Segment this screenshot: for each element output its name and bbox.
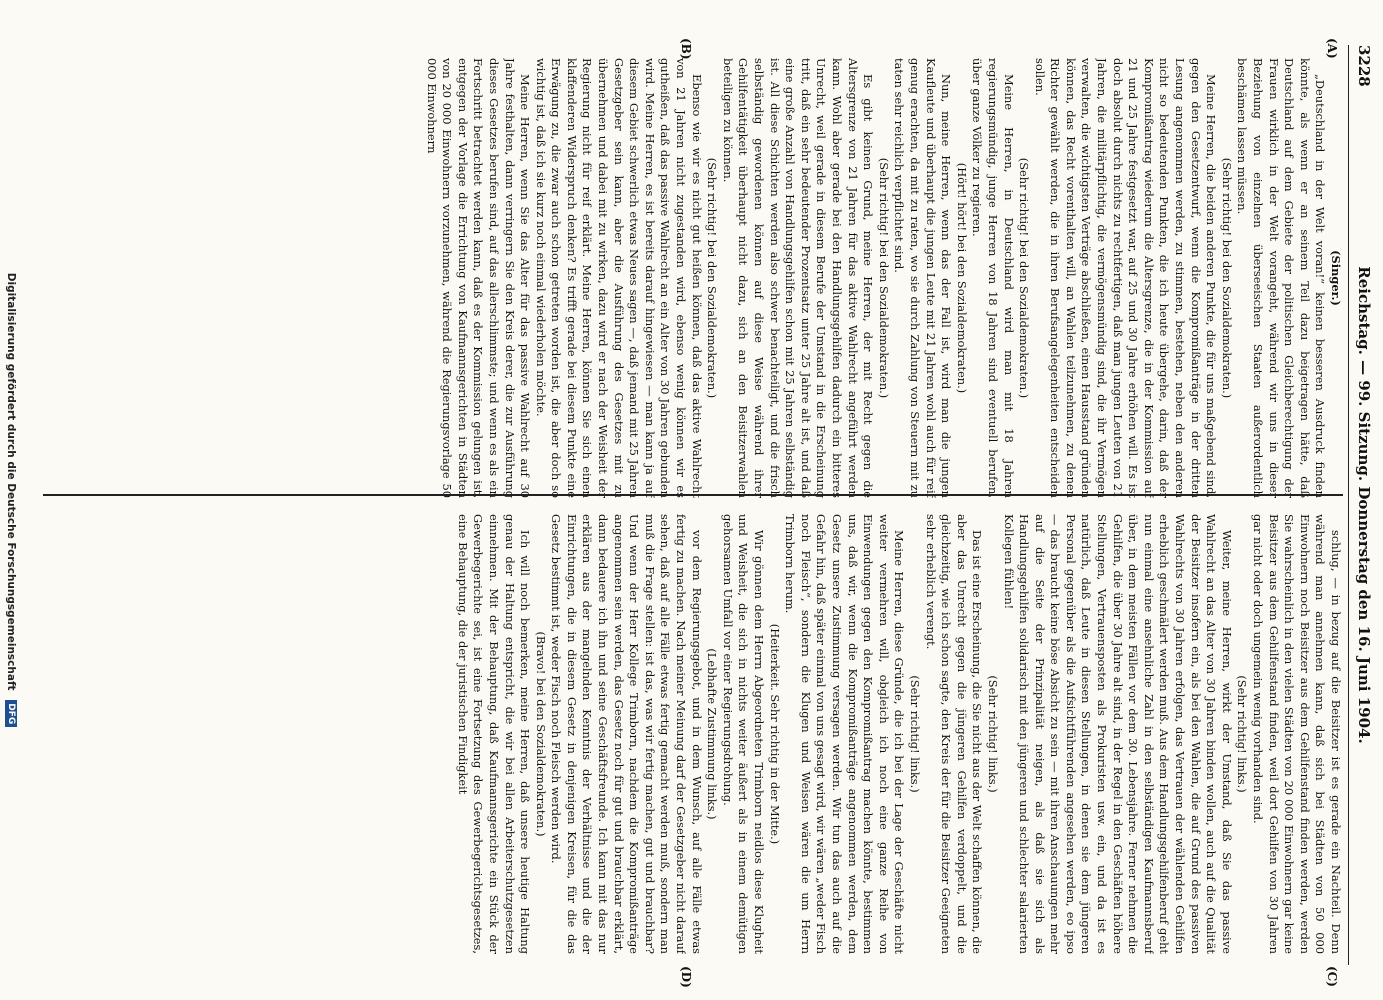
paragraph: Meine Herren, die beiden anderen Punkte, die für uns maßgebend sind, gegen den Gesetzentwurf, wenn die Kompromißanträge in der dritten Lesung angenommen werden, zu stimmen, bestehen, neben den anderen nicht so bedeutenden Punkten, die ich heute übergehe, darin, daß der Kompromißantrag wiederum die Altersgrenze, die in der Kommission auf 21 und 25 Jahre festgesetzt war, auf 25 und 30 Jahre erhöhen will. Es ist doch absolut durch nichts zu rechtfertigen, daß man jungen Leuten von 21 Jahren, die militärpflichtig, die vermögensmündig sind, die ihr Vermögen verwalten, die wichtigsten Verträge abschließen, einen Hausstand gründen können, das Recht vorenthalten will, an Wahlen teilzunehmen, zu denen Richter gewählt werden, die in ihren Berufsangelegenheiten entscheiden sollen. <box>1032 58 1219 498</box>
interjection: (Sehr richtig! bei den Sozialdemokraten.) <box>1219 157 1234 399</box>
footer-credit-text: Digitalisierung gefördert durch die Deutsche Forschungsgemeinschaft <box>5 272 17 691</box>
dfg-logo: DFG <box>5 700 17 727</box>
paragraph: schlug, — in bezug auf die Beisitzer ist es gerade ein Nachteil. Denn während man annehmen kann, daß sich bei Städten von 50 000 Einwohnern noch Beisitzer aus dem Gehilfenstand finden werden, werden Sie wahrscheinlich in den vielen Städten von 20 000 Einwohnern gar keine Beisitzer aus dem Gehilfenstand finden, weil dort Gehilfen von 30 Jahren gar nicht oder doch ungemein wenig vorhanden sind. <box>1251 514 1343 954</box>
margin-mark-b: (B) <box>679 38 693 60</box>
interjection: (Heiterkeit. Sehr richtig in der Mitte.) <box>767 623 782 845</box>
interjection: (Sehr richtig! links.) <box>1235 675 1250 793</box>
page-title: Reichstag. — 99. Sitzung. Donnerstag den 16. Juni 1904. <box>1355 266 1373 744</box>
left-column <box>43 58 1343 498</box>
right-column <box>43 514 1343 954</box>
paragraph: Ich will noch bemerken, meine Herren, daß unsere heutige Haltung genau der Haltung entspricht, die wir bei allen Arbeiterschutzgesetzen einnehmen. Mit der Behauptung, daß Kaufmannsgerichte ein Stück der Gewerbegerichte sei, ist eine Fortsetzung des Gewerbegerichtsgesetzes, eine Behauptung, die der juristischen Findigkeit <box>455 514 533 954</box>
interjection: (Sehr richtig! bei den Sozialdemokraten.) <box>876 157 891 399</box>
margin-mark-a: (A) <box>1325 38 1339 59</box>
paragraph: „Deutschland in der Welt voran!“ keinen besseren Ausdruck finden könnte, als wenn er an seinem Teil dazu beigetragen hätte, daß Deutschland auf dem Gebiete der politischen Gleichberechtigung der Frauen wirklich in der Welt vorangeht, während wir uns in dieser Beziehung von einzelnen überseeischen Staaten außerordentlich beschämen lassen müssen. <box>1235 58 1328 498</box>
paragraph: Das ist eine Erscheinung, die Sie nicht aus der Welt schaffen können, die aber das Unrecht gegen die jüngeren Gehilfen verdoppelt, und die gleichzeitig, wie ich schon sagte, den Kreis der für die Beisitzer Geeigneten sehr erheblich verengt. <box>923 514 985 954</box>
paragraph: Meine Herren, diese Gründe, die ich bei der Lage der Geschäfte nicht weiter vermehren will, obgleich ich noch eine ganze Reihe von Einwendungen gegen den Kompromißantrag machen könnte, bestimmen uns, daß wir, wenn die Kompromißanträge angenommen werden, dem Gesetz unsere Zustimmung versagen werden. Wir tun das auch auf die Gefahr hin, daß später einmal von uns gesagt wird, wir wären „weder Fisch noch Fleisch“, sondern die Klugen und Weisen wären die um Herrn Trimborn herum. <box>783 514 907 954</box>
interjection: (Lebhafte Zustimmung links.) <box>705 648 720 820</box>
paragraph: vor dem Regierungsgebot, und in dem Wunsch, auf alle Fälle etwas fertig zu machen. Nach meiner Meinung darf der Gesetzgeber nicht darauf sehen, daß auf alle Fälle etwas fertig gemacht werden muß, sondern man muß die Frage stellen: ist das, was wir fertig machen, gut und brauchbar? Und wenn der Herr Kollege Trimborn, nachdem die Kompromißanträge angenommen sein werden, das Gesetz noch für gut und brauchbar erklärt, dann bedauere ich ihn und seine Geschäftsfreunde. Ich kann mit das nur erklären aus der mangelnden Kenntnis der Verhältnisse und die der Einrichtungen, die in diesem Gesetz in denjenigen Kreisen, für die das Gesetz bestimmt ist, weder Fisch noch Fleisch werden wird. <box>549 514 704 954</box>
paragraph: Meine Herren, wenn Sie das Alter für das passive Wahlrecht auf 30 Jahre festhalten, dann verringern Sie den Kreis derer, die zur Ausführung dieses Gesetzes berufen sind, auf das allerschlimmste; und wenn es als ein Fortschritt betrachtet werden kann, daß es der Kommission gelungen ist, entgegen der Vorlage die Errichtung von Kaufmannsgerichten in Städten von 20 000 Einwohnern vorzunehmen, während die Regierungsvorlage 50 000 Einwohnern <box>424 58 533 498</box>
speaker-name: (Singer.) <box>1329 250 1343 306</box>
header-rule <box>1348 45 1349 965</box>
interjection: (Sehr richtig! links.) <box>907 675 922 793</box>
column-divider <box>43 494 1343 496</box>
paragraph: Weiter, meine Herren, wirkt der Umstand, daß Sie das passive Wahlrecht an das Alter von 30 Jahren binden wollen, auch auf die Qualität der Beisitzer insofern ein, als bei den Wahlen, die auf Grund des passiven Wahlrechts von 30 Jahren erfolgen, das Vertrauen der wählenden Gehilfen erheblich geschmälert werden muß. Aus dem Handlungsgehilfenberuf geht nun einmal eine ansehnliche Zahl in den selbständigen Kaufmannsberuf über, in dem meisten Fällen vor dem 30. Lebensjahre. Ferner nehmen die Gehilfen, die über 30 Jahre alt sind, in der Regel in den Geschäften höhere Stellungen, Vertrauensposten als Prokuristen usw. ein, und da ist es natürlich, daß Leute in diesen Stellungen, in denen sie dem jüngeren Personal gegenüber als die Aufsichtführenden angesehen werden, eo ipso — das braucht keine böse Absicht zu sein — mit ihren Anschauungen mehr auf die Seite der Prinzipalität neigen, als daß sie sich als Handlungsgehilfen solidarisch mit den jüngeren und schlechter salarierten Kollegen fühlen! <box>1001 514 1234 954</box>
paragraph: Nun, meine Herren, wenn das der Fall ist, wird man die jungen Kaufleute und überhaupt die jungen Leute mit 21 Jahren wohl auch für reif genug erachten, da mit zu raten, wo sie durch Zahlung von Steuern mit zu taten sehr reichlich verpflichtet sind. <box>892 58 954 498</box>
paragraph: Es gibt keinen Grund, meine Herren, der mit Recht gegen die Altersgrenze von 21 Jahren für das aktive Wahlrecht angeführt werden kann. Wohl aber gerade bei den Handlungsgehilfen dadurch ein bitteres Unrecht, weil gerade in diesem Berufe der Umstand in die Erscheinung tritt, daß ein sehr bedeutender Prozentsatz unter 25 Jahre alt ist, und daß eine große Anzahl von Handlungsgehilfen schon mit 25 Jahren selbständig ist. All diese Schichten werden also schwer benachteiligt, und die frisch selbständig gewordenen können auf diese Weise während ihrer Gehilfentätigkeit überhaupt nicht dazu, sich an den Beisitzerwahlen beteiligen zu können. <box>720 58 876 498</box>
paragraph: Meine Herren, in Deutschland wird man mit 18 Jahren regierungsmündig, junge Herren von 18 Jahren sind eventuell berufen, über ganze Völker zu regieren. <box>970 58 1016 498</box>
paragraph: Wir gönnen dem Herrn Abgeordneten Trimborn neidlos diese Klugheit und Weisheit, die sich in nichts weiter äußert als in einem demütigen gehorsamen Umfall vor einer Regierungsdrohung. <box>720 514 767 954</box>
footer-credit <box>1 0 17 1000</box>
paragraph: Ebenso wie wir es nicht gut heißen können, daß das aktive Wahlrecht von 21 Jahren nicht zugestanden wird, ebenso wenig können wir es gutheißen, daß das passive Wahlrecht an ein Alter von 30 Jahren gebunden wird. Meine Herren, es ist bereits darauf hingewiesen — man kann ja auf diesem Gebiet schwerlich etwas Neues sagen —, daß jemand mit 25 Jahren Gesetzgeber sein kann, aber die Ausführung des Gesetzes mit zu übernehmen und dabei mit zu wirken, dazu wird er nach der Weisheit der Regierung nicht für reif erklärt. Meine Herren, können Sie sich einen klaffenderen Widerspruch denken? Es trifft gerade bei diesem Punkte eine Erwägung zu, die zwar auch schon getreten worden ist, die aber doch so wichtig ist, daß ich sie kurz noch einmal wiederholen möchte. <box>533 58 704 498</box>
margin-mark-c: (C) <box>1325 966 1339 987</box>
page-number: 3228 <box>1355 45 1373 87</box>
page-header <box>1351 45 1373 965</box>
interjection: (Hört! hört! bei den Sozialdemokraten.) <box>954 162 969 394</box>
interjection: (Bravo! bei den Sozialdemokraten.) <box>533 631 548 837</box>
interjection: (Sehr richtig! bei den Sozialdemokraten.) <box>705 157 720 399</box>
interjection: (Sehr richtig! links.) <box>985 675 1000 793</box>
margin-mark-d: (D) <box>679 966 693 988</box>
interjection: (Sehr richtig! bei den Sozialdemokraten.) <box>1017 157 1032 399</box>
